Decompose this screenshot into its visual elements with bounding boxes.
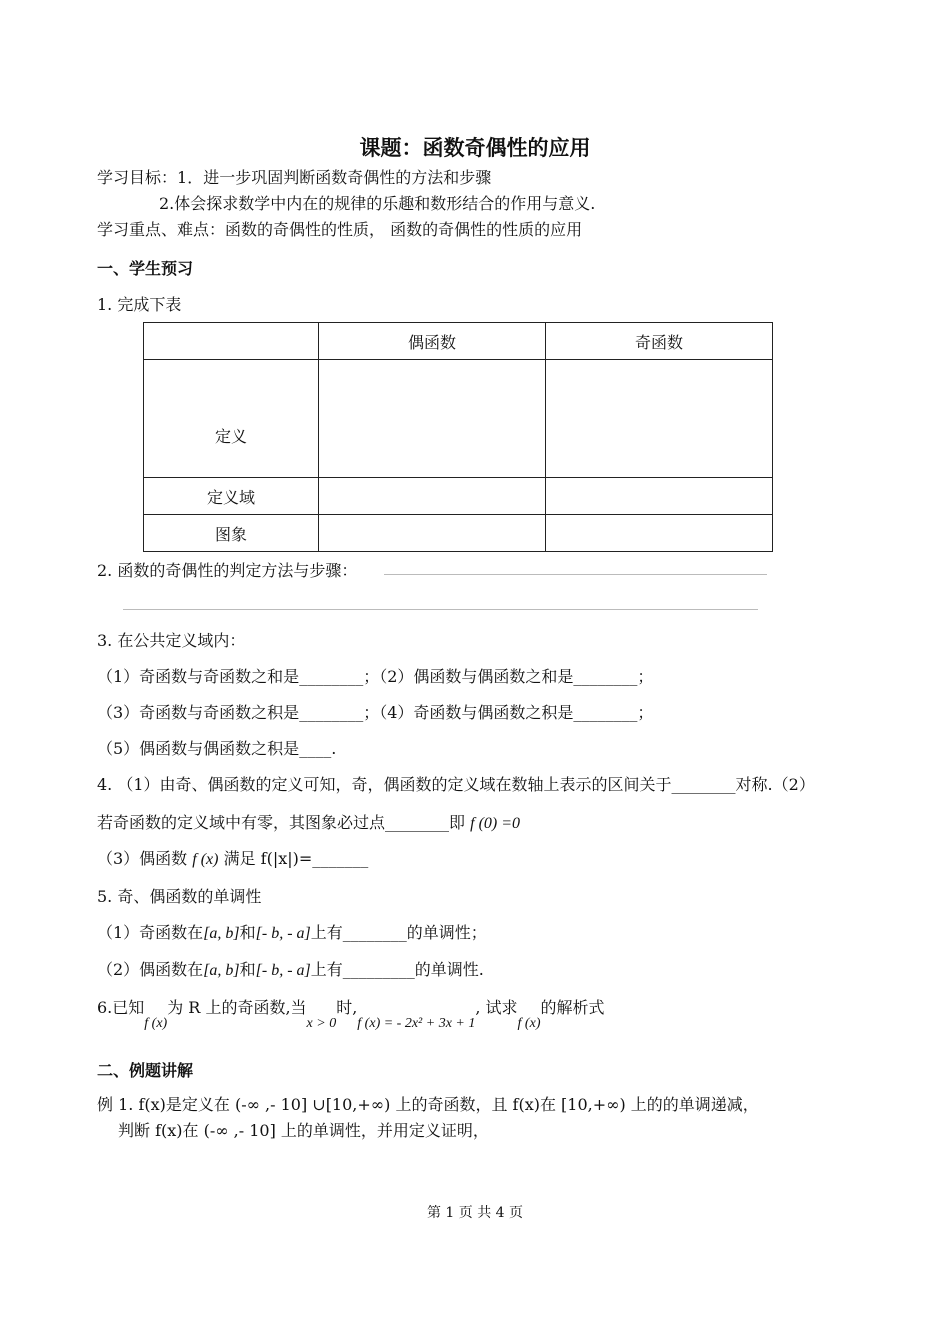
question-3-line-2: （3）奇函数与奇函数之积是________；（4）奇函数与偶函数之积是________； [97, 703, 654, 722]
question-5-line-1: （1）奇函数在[a, b]和[- b, - a]上有________的单调性； [97, 923, 487, 942]
math-expression: f (x) [192, 851, 219, 868]
table-cell [319, 360, 546, 478]
page-title: 课题：函数奇偶性的应用 [359, 136, 591, 160]
table-cell [546, 360, 773, 478]
question-1: 1. 完成下表 [97, 295, 182, 314]
row-label: 定义域 [144, 478, 319, 515]
question-5-line-2: （2）偶函数在[a, b]和[- b, - a]上有_________的单调性. [97, 960, 484, 979]
table-header-cell [144, 323, 319, 360]
table-cell [546, 478, 773, 515]
question-4-line-3: （3）偶函数 f (x) 满足 f(|x|)=_______ [97, 849, 369, 868]
table-cell [319, 515, 546, 552]
row-label: 定义 [144, 360, 319, 478]
table-cell [319, 478, 546, 515]
table-row [144, 478, 773, 515]
table-header-cell: 偶函数 [319, 323, 546, 360]
answer-line [123, 609, 758, 610]
table-header-row [144, 323, 773, 360]
section-2-heading: 二、例题讲解 [97, 1061, 194, 1080]
example-1-line-2: 判断 f(x)在 (-∞ ,- 10] 上的单调性，并用定义证明， [118, 1121, 489, 1140]
question-2: 2. 函数的奇偶性的判定方法与步骤： [97, 561, 358, 580]
row-label: 图象 [144, 515, 319, 552]
comparison-table [143, 322, 773, 552]
section-1-heading: 一、学生预习 [97, 259, 194, 278]
table-row [144, 515, 773, 552]
question-3-line-3: （5）偶函数与偶函数之积是____. [97, 739, 337, 758]
question-5-intro: 5. 奇、偶函数的单调性 [97, 887, 262, 906]
objective-1: 1．进一步巩固判断函数奇偶性的方法和步骤 [177, 168, 492, 187]
math-expression: f (0) =0 [470, 815, 521, 832]
objectives [97, 165, 491, 188]
example-1-line-1: 例 1. f(x)是定义在 (-∞ ,- 10] ∪[10,+∞) 上的奇函数，且 f(x)在 [10,+∞) 上的的单调递减， [97, 1095, 759, 1114]
table-header-cell: 奇函数 [546, 323, 773, 360]
objective-2: 2.体会探求数学中内在的规律的乐趣和数形结合的作用与意义. [159, 194, 596, 213]
table-cell [546, 515, 773, 552]
objectives-label: 学习目标： [97, 168, 178, 187]
page-footer: 第 1 页 共 4 页 [426, 1205, 524, 1221]
question-4-line-2: 若奇函数的定义域中有零，其图象必过点________即 f (0) =0 [97, 813, 521, 832]
answer-line [384, 574, 767, 575]
question-4-line-1: 4. （1）由奇、偶函数的定义可知，奇，偶函数的定义域在数轴上表示的区间关于________对称.（2） [97, 775, 815, 794]
question-3-line-1: （1）奇函数与奇函数之和是________；（2）偶函数与偶函数之和是________； [97, 667, 654, 686]
question-6: 6.已知f (x)为 R 上的奇函数,当x > 0时,f (x) = - 2x² + 3x + 1, 试求f (x)的解析式 [97, 998, 605, 1031]
key-points: 学习重点、难点：函数的奇偶性的性质， 函数的奇偶性的性质的应用 [97, 220, 583, 239]
question-3-intro: 3. 在公共定义域内： [97, 631, 246, 650]
table-row [144, 360, 773, 478]
